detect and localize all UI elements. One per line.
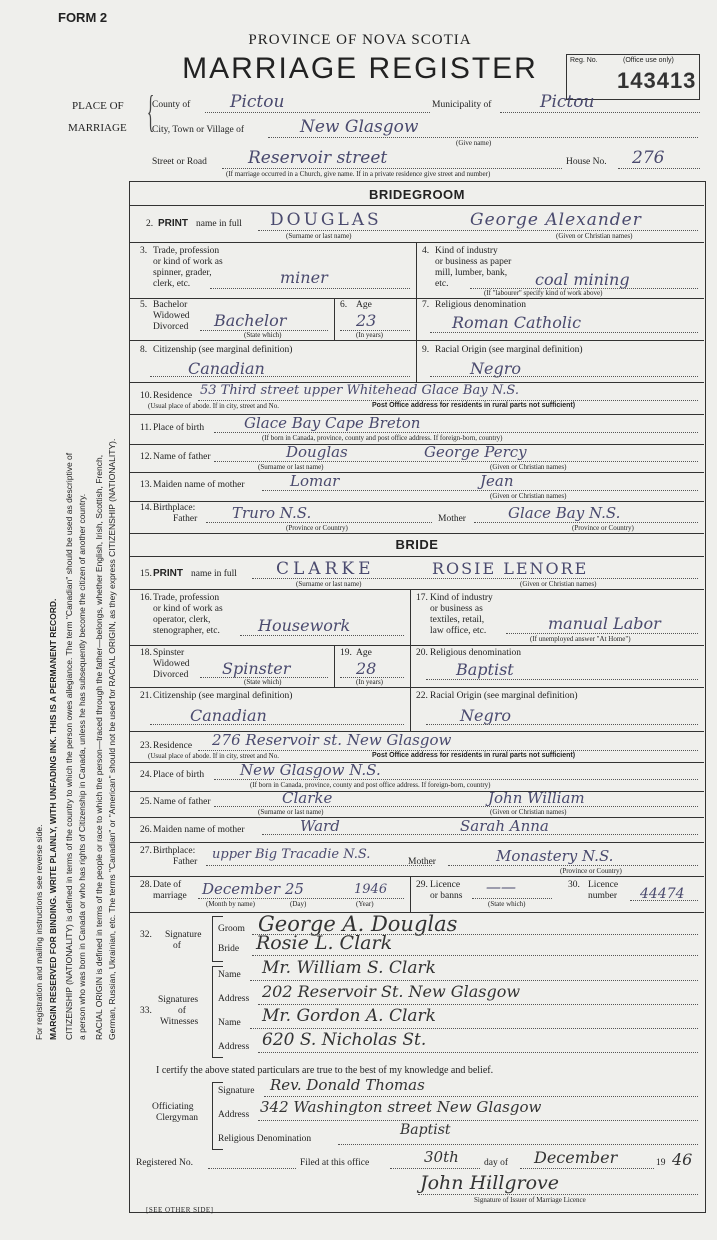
place-heading-1: PLACE OF <box>72 100 124 112</box>
groom-section-title: BRIDEGROOM <box>369 187 465 202</box>
clergy-address: 342 Washington street New Glasgow <box>260 1098 542 1116</box>
note: (Year) <box>356 900 374 908</box>
label: Widowed <box>153 659 190 669</box>
surname-note: (Surname or last name) <box>286 232 352 240</box>
label: number <box>588 891 618 901</box>
label: Filed at this office <box>300 1158 370 1168</box>
label: of <box>173 941 181 951</box>
item-number: 30. <box>568 880 580 890</box>
label: Name of father <box>153 797 211 807</box>
state-which-note: (State which) <box>244 331 282 339</box>
bride-religion: Baptist <box>456 660 514 679</box>
label: Name <box>218 970 241 980</box>
bride-father-surname: Clarke <box>282 789 333 807</box>
bride-mother-given: Sarah Anna <box>460 817 549 835</box>
note: (In years) <box>356 678 384 686</box>
street-value: Reservoir street <box>248 148 388 168</box>
item-number: 11. <box>140 423 152 433</box>
item-number: 22. <box>416 691 428 701</box>
groom-birthplace: Glace Bay Cape Breton <box>244 414 421 432</box>
groom-surname: DOUGLAS <box>270 210 382 230</box>
note: (State which) <box>488 900 526 908</box>
item-number: 16. <box>140 593 152 603</box>
note: (Province or Country) <box>560 867 622 875</box>
label: of <box>178 1006 186 1016</box>
item-number: 33. <box>140 1006 152 1016</box>
given-note: (Given or Christian names) <box>556 232 633 240</box>
margin-line-4: a person who was born in Canada or who has rights of Citizenship in Canada, unless he has subsequently become the citizen of another country. <box>77 493 87 1040</box>
label: mill, lumber, bank, <box>435 268 508 278</box>
label: or business as paper <box>435 257 512 267</box>
item-number: 8. <box>140 345 148 355</box>
item-number: 6. <box>340 300 348 310</box>
item-number: 27. <box>140 846 152 856</box>
filed-day: 30th <box>424 1148 459 1166</box>
note: (Province or Country) <box>572 524 634 532</box>
bride-surname: CLARKE <box>276 559 375 579</box>
note: (Given or Christian names) <box>490 463 567 471</box>
groom-racial-origin: Negro <box>470 359 521 378</box>
witness-2-name: Mr. Gordon A. Clark <box>262 1006 436 1026</box>
groom-age: 23 <box>356 311 377 330</box>
groom-marital-status: Bachelor <box>214 311 287 330</box>
licence-or-banns: —— <box>486 878 516 896</box>
label: etc. <box>435 279 449 289</box>
note: (Surname or last name) <box>296 580 362 588</box>
item-number: 29. <box>416 880 428 890</box>
note: (If born in Canada, province, county and post office address. If foreign-born, country) <box>250 781 491 789</box>
note: (Given or Christian names) <box>520 580 597 588</box>
groom-given-name: George Alexander <box>470 210 642 230</box>
house-label: House No. <box>566 157 607 167</box>
note: (If unemployed answer "At Home") <box>530 635 631 643</box>
note: Post Office address for residents in rural parts not sufficient) <box>372 402 576 409</box>
county-label: County of <box>152 100 191 110</box>
margin-line-1: For registration and mailing instructions see reverse side. <box>34 824 44 1040</box>
label: Father <box>173 514 198 524</box>
groom-industry: coal mining <box>535 270 630 289</box>
label: law office, etc. <box>430 626 487 636</box>
label: Date of <box>153 880 182 890</box>
label: Birthplace: <box>153 503 196 513</box>
label: Address <box>218 1042 250 1052</box>
label: Mother <box>408 857 436 867</box>
note: (Day) <box>290 900 307 908</box>
label: Mother <box>438 514 466 524</box>
county-value: Pictou <box>230 92 285 112</box>
label: marriage <box>153 891 187 901</box>
reg-number: 143413 <box>617 68 697 93</box>
licence-number: 44474 <box>640 886 685 902</box>
label: clerk, etc. <box>153 279 191 289</box>
give-name-note: (Give name) <box>456 139 492 147</box>
marriage-year: 1946 <box>354 882 388 897</box>
margin-line-6: German, Russian, Ukrainian, etc. The terms "Canadian" or "American" should not be used for RACIAL ORIGIN, as they express CITIZENSHIP (NATIONALITY). <box>107 438 117 1040</box>
label: Name of father <box>153 452 211 462</box>
note: (Usual place of abode. If in city, street and No. <box>148 752 279 760</box>
item-number: 10. <box>140 391 152 401</box>
note: (Surname or last name) <box>258 463 324 471</box>
groom-trade: miner <box>280 268 328 287</box>
bride-section-title: BRIDE <box>395 537 439 552</box>
groom-father-birthplace: Truro N.S. <box>232 504 312 522</box>
item-number: 13. <box>140 480 152 490</box>
bride-given-name: ROSIE LENORE <box>432 559 589 578</box>
note: (Province or Country) <box>286 524 348 532</box>
label: Citizenship (see marginal definition) <box>153 345 293 355</box>
label: textiles, retail, <box>430 615 485 625</box>
label: Residence <box>153 391 193 401</box>
item-number: 26. <box>140 825 152 835</box>
item-number: 4. <box>422 246 430 256</box>
form-number: FORM 2 <box>58 10 108 25</box>
label: Officiating <box>152 1102 194 1112</box>
name-label: name in full <box>196 219 242 229</box>
place-brace: { <box>146 87 155 136</box>
note: (State which) <box>244 678 282 686</box>
label: Age <box>356 300 372 310</box>
label: spinner, grader, <box>153 268 212 278</box>
label: or business as <box>430 604 483 614</box>
label: Address <box>218 1110 250 1120</box>
margin-line-2: MARGIN RESERVED FOR BINDING. WRITE PLAINLY, WITH UNFADING INK. THIS IS A PERMANENT RECORD. <box>48 598 58 1040</box>
label: or kind of work as <box>153 257 223 267</box>
label: stenographer, etc. <box>153 626 220 636</box>
bride-birthplace: New Glasgow N.S. <box>240 761 381 779</box>
label: Spinster <box>153 648 185 658</box>
label: operator, clerk, <box>153 615 211 625</box>
item-number: 17. <box>416 593 428 603</box>
label: Clergyman <box>156 1113 199 1123</box>
note: (Usual place of abode. If in city, street and No. <box>148 402 279 410</box>
item-number: 24. <box>140 770 152 780</box>
note: (Given or Christian names) <box>490 492 567 500</box>
label: day of <box>484 1158 509 1168</box>
item-number: 23. <box>140 741 152 751</box>
label: Address <box>218 994 250 1004</box>
item-number: 5. <box>140 300 148 310</box>
see-other-side: [SEE OTHER SIDE] <box>146 1206 214 1214</box>
label: or banns <box>430 891 463 901</box>
bride-signature: Rosie L. Clark <box>256 932 393 954</box>
item-number: 21. <box>140 691 152 701</box>
street-label: Street or Road <box>152 157 207 167</box>
note: Post Office address for residents in rural parts not sufficient) <box>372 752 576 759</box>
label: Trade, profession <box>153 593 220 603</box>
label: Religious Denomination <box>218 1134 312 1144</box>
bride-residence: 276 Reservoir st. New Glasgow <box>212 731 452 749</box>
item-number: 19. <box>340 648 352 658</box>
groom-mother-birthplace: Glace Bay N.S. <box>508 504 621 522</box>
groom-signature: George A. Douglas <box>258 912 458 936</box>
item-number: 3. <box>140 246 148 256</box>
page-title: MARRIAGE REGISTER <box>182 52 538 85</box>
groom-citizenship: Canadian <box>188 359 265 378</box>
label: Registered No. <box>136 1158 193 1168</box>
item-number: 25. <box>140 797 152 807</box>
print-label: PRINT <box>158 218 188 229</box>
name-label: name in full <box>191 569 237 579</box>
label: Kind of industry <box>430 593 493 603</box>
bride-industry: manual Labor <box>548 614 661 633</box>
in-years-note: (In years) <box>356 331 384 339</box>
margin-line-3: CITIZENSHIP (NATIONALITY) is defined in terms of the country to which the person owes allegiance. The term "Canadian" should be used as descriptive of <box>64 452 74 1040</box>
label: Widowed <box>153 311 190 321</box>
label: Witnesses <box>160 1017 199 1027</box>
label: Signature <box>218 1086 255 1096</box>
label: Place of birth <box>153 770 205 780</box>
bride-age: 28 <box>356 659 377 678</box>
item-number: 18. <box>140 648 152 658</box>
margin-line-5: RACIAL ORIGIN is defined in terms of the people or race to which the person—traced through the father—belongs, whether English, Irish, Scottish, French, <box>94 454 104 1040</box>
clergy-denomination: Baptist <box>400 1122 451 1138</box>
label: Racial Origin (see marginal definition) <box>430 691 578 701</box>
label: Name <box>218 1018 241 1028</box>
label: Religious denomination <box>430 648 522 658</box>
label: Age <box>356 648 372 658</box>
label: Citizenship (see marginal definition) <box>153 691 293 701</box>
label: Maiden name of mother <box>153 825 245 835</box>
bride-marital-status: Spinster <box>222 659 291 678</box>
item-number: 7. <box>422 300 430 310</box>
label: Residence <box>153 741 193 751</box>
label: Divorced <box>153 322 189 332</box>
reg-label: Reg. No. <box>570 57 598 64</box>
bride-mother-birthplace: Monastery N.S. <box>496 847 614 865</box>
note: (Month by name) <box>206 900 255 908</box>
industry-note: (If "labourer" specify kind of work above) <box>484 289 603 297</box>
label: or kind of work as <box>153 604 223 614</box>
groom-mother-given: Jean <box>480 472 514 490</box>
place-heading-2: MARRIAGE <box>68 122 127 134</box>
label: Bride <box>218 944 240 954</box>
note: (Given or Christian names) <box>490 808 567 816</box>
label: Racial Origin (see marginal definition) <box>435 345 583 355</box>
bride-mother-surname: Ward <box>300 817 340 835</box>
bride-racial-origin: Negro <box>460 706 511 725</box>
city-label: City, Town or Village of <box>152 125 244 135</box>
item-number: 12. <box>140 452 152 462</box>
groom-father-given: George Percy <box>424 443 527 461</box>
note: (Surname or last name) <box>258 808 324 816</box>
label: Licence <box>430 880 461 890</box>
item-number: 2. <box>146 219 154 229</box>
label: Kind of industry <box>435 246 498 256</box>
item-number: 20. <box>416 648 428 658</box>
issuer-label: Signature of Issuer of Marriage Licence <box>474 1196 586 1204</box>
item-number: 9. <box>422 345 430 355</box>
groom-residence: 53 Third street upper Whitehead Glace Bay N.S. <box>200 383 519 398</box>
filed-year: 46 <box>672 1150 693 1169</box>
clergy-signature: Rev. Donald Thomas <box>270 1076 425 1094</box>
groom-mother-surname: Lomar <box>290 472 340 490</box>
office-use-label: (Office use only) <box>623 57 674 64</box>
bride-citizenship: Canadian <box>190 706 267 725</box>
label: Bachelor <box>153 300 188 310</box>
label: Religious denomination <box>435 300 527 310</box>
groom-religion: Roman Catholic <box>452 313 582 332</box>
print-label: PRINT <box>153 568 183 579</box>
label: Place of birth <box>153 423 205 433</box>
municipality-label: Municipality of <box>432 100 492 110</box>
bride-father-given: John William <box>488 789 585 807</box>
groom-father-surname: Douglas <box>286 443 348 461</box>
label: Trade, profession <box>153 246 220 256</box>
label: 19 <box>656 1158 666 1168</box>
place-note: (If marriage occurred in a Church, give name. If in a private residence give street and number) <box>226 170 491 178</box>
item-number: 14. <box>140 503 152 513</box>
item-number: 15. <box>140 569 152 579</box>
label: Maiden name of mother <box>153 480 245 490</box>
bride-father-birthplace: upper Big Tracadie N.S. <box>212 847 371 862</box>
marriage-month-day: December 25 <box>202 880 304 898</box>
witness-1-name: Mr. William S. Clark <box>262 958 436 978</box>
item-number: 28. <box>140 880 152 890</box>
witness-1-address: 202 Reservoir St. New Glasgow <box>262 982 521 1001</box>
note: (If born in Canada, province, county and post office address. If foreign-born, country) <box>262 434 503 442</box>
certification-statement: I certify the above stated particulars are true to the best of my knowledge and belief. <box>156 1065 494 1076</box>
label: Licence <box>588 880 619 890</box>
item-number: 32. <box>140 930 152 940</box>
house-value: 276 <box>632 148 665 168</box>
issuer-signature: John Hillgrove <box>420 1172 560 1194</box>
label: Signatures <box>158 995 199 1005</box>
bride-trade: Housework <box>258 616 351 635</box>
city-value: New Glasgow <box>300 117 419 137</box>
label: Groom <box>218 924 245 934</box>
label: Birthplace: <box>153 846 196 856</box>
filed-month: December <box>534 1148 618 1167</box>
label: Father <box>173 857 198 867</box>
label: Divorced <box>153 670 189 680</box>
label: Signature <box>165 930 202 940</box>
witness-2-address: 620 S. Nicholas St. <box>262 1030 427 1050</box>
municipality-value: Pictou <box>540 92 595 112</box>
province-title: PROVINCE OF NOVA SCOTIA <box>248 32 472 48</box>
